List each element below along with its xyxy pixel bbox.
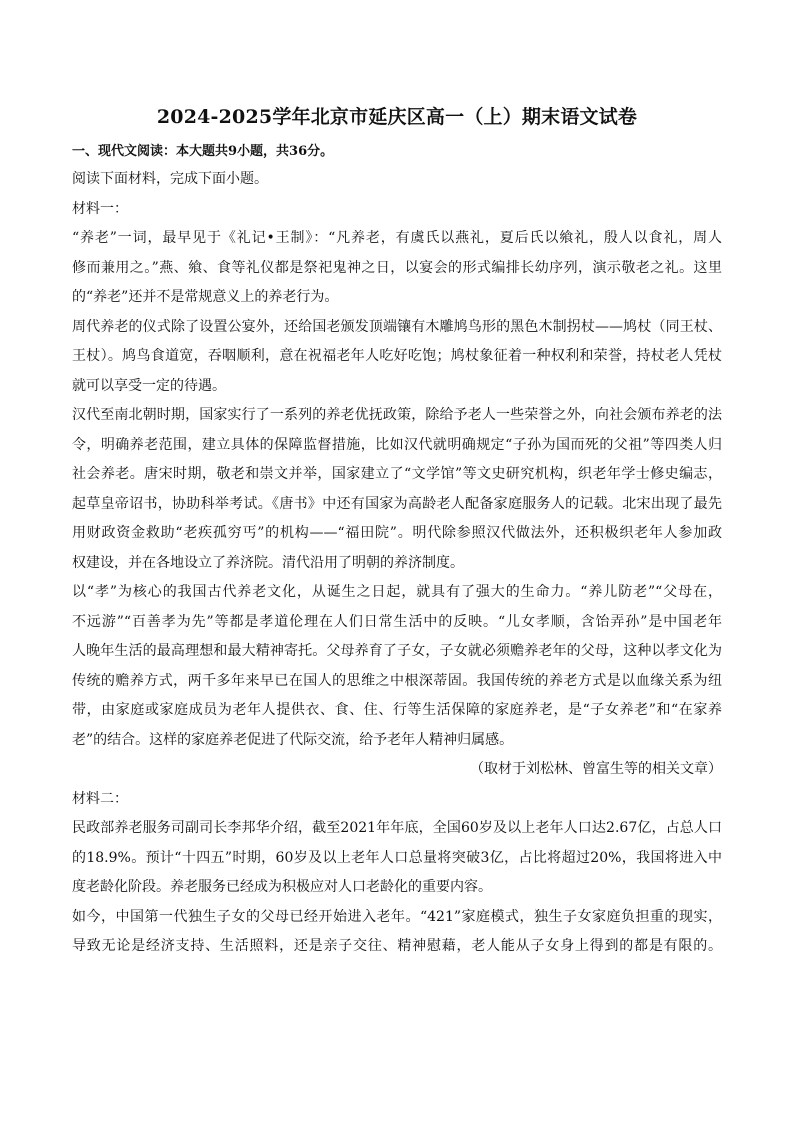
material1-line: 权建设，并在各地设立了养济院。清代沿用了明朝的养济制度。 [72,554,464,571]
material1-line: 用财政资金救助“老疾孤穷丐”的机构——“福田院”。明代除参照汉代做法外，还积极织老年人参加政 [72,525,722,541]
material1-line: 以“孝”为核心的我国古代养老文化，从诞生之日起，就具有了强大的生命力。“养儿防老”“父母在， [72,584,722,600]
material1-line: 王杖）。鸠鸟食道宽，吞咽顺利，意在祝福老年人吃好吃饱；鸠杖象征着一种权利和荣誉，持杖老人凭杖 [72,348,722,364]
material1-line: 人晚年生活的最高理想和最大精神寄托。父母养育了子女，子女就必须赡养老年的父母，这种以孝文化为 [72,643,722,659]
material1-line: 带，由家庭或家庭成员为老年人提供衣、食、住、行等生活保障的家庭养老，是“子女养老”和“在家养 [72,702,722,718]
material1-line: 老”的结合。这样的家庭养老促进了代际交流，给予老年人精神归属感。 [72,731,514,748]
instruction-text: 阅读下面材料，完成下面小题。 [72,171,268,187]
material1-line: 社会养老。唐宋时期，敬老和崇文并举，国家建立了“文学馆”等文史研究机构，织老年学士修史编志， [72,466,722,482]
material1-line: 汉代至南北朝时期，国家实行了一系列的养老优抚政策，除给予老人一些荣誉之外，向社会颁布养老的法 [72,407,722,423]
material1-line: 令，明确养老范围，建立具体的保障监督措施，比如汉代就明确规定“子孙为国而死的父祖”等四类人归 [72,436,722,453]
material1-line: 的“养老”还并不是常规意义上的养老行为。 [72,289,339,305]
material2-label: 材料二： [72,790,128,807]
material1-line: “养老”一词，最早见于《礼记•王制》：“凡养老，有虞氏以燕礼，夏后氏以飨礼，殷人以食礼，周人 [72,230,722,246]
material1-line: 不远游”“百善孝为先”等都是孝道伦理在人们日常生活中的反映。“儿女孝顺，含饴弄孙”是中国老年 [72,613,722,630]
material1-line: 修而兼用之。”燕、飨、食等礼仪都是祭祀鬼神之日，以宴会的形式编排长幼序列，演示敬老之礼。这里 [72,259,722,276]
section-heading: 一、现代文阅读：本大题共9小题，共36分。 [72,144,334,159]
material2-line: 的18.9%。预计“十四五”时期，60岁及以上老年人口总量将突破3亿，占比将超过20%，我国将进入中 [72,849,722,866]
material2-line: 导致无论是经济支持、生活照料，还是亲子交往、精神慰藉，老人能从子女身上得到的都是有限的。 [72,938,722,954]
material1-label: 材料一： [72,200,128,217]
material1-line: 起草皇帝诏书，协助科举考试。《唐书》中还有国家为高龄老人配备家庭服务人的记载。北宋出现了最先 [72,495,722,512]
document-title: 2024-2025学年北京市延庆区高一（上）期末语文试卷 [156,106,638,128]
material1-line: 周代养老的仪式除了设置公宴外，还给国老颁发顶端镶有木雕鸠鸟形的黑色木制拐杖——鸠杖（同王杖、 [72,318,722,335]
material1-source: （取材于刘松林、曾富生等的相关文章） [470,761,722,777]
material2-line: 如今，中国第一代独生子女的父母已经开始进入老年。“421”家庭模式，独生子女家庭负担重的现实， [72,908,722,925]
material1-line: 传统的赡养方式，两千多年来早已在国人的思维之中根深蒂固。我国传统的养老方式是以血缘关系为纽 [72,672,722,689]
material1-line: 就可以享受一定的待遇。 [72,377,226,394]
material2-line: 民政部养老服务司副司长李邦华介绍，截至2021年年底，全国60岁及以上老年人口达2.67亿，占总人口 [72,820,722,836]
material2-line: 度老龄化阶段。养老服务已经成为积极应对人口老龄化的重要内容。 [72,879,492,895]
